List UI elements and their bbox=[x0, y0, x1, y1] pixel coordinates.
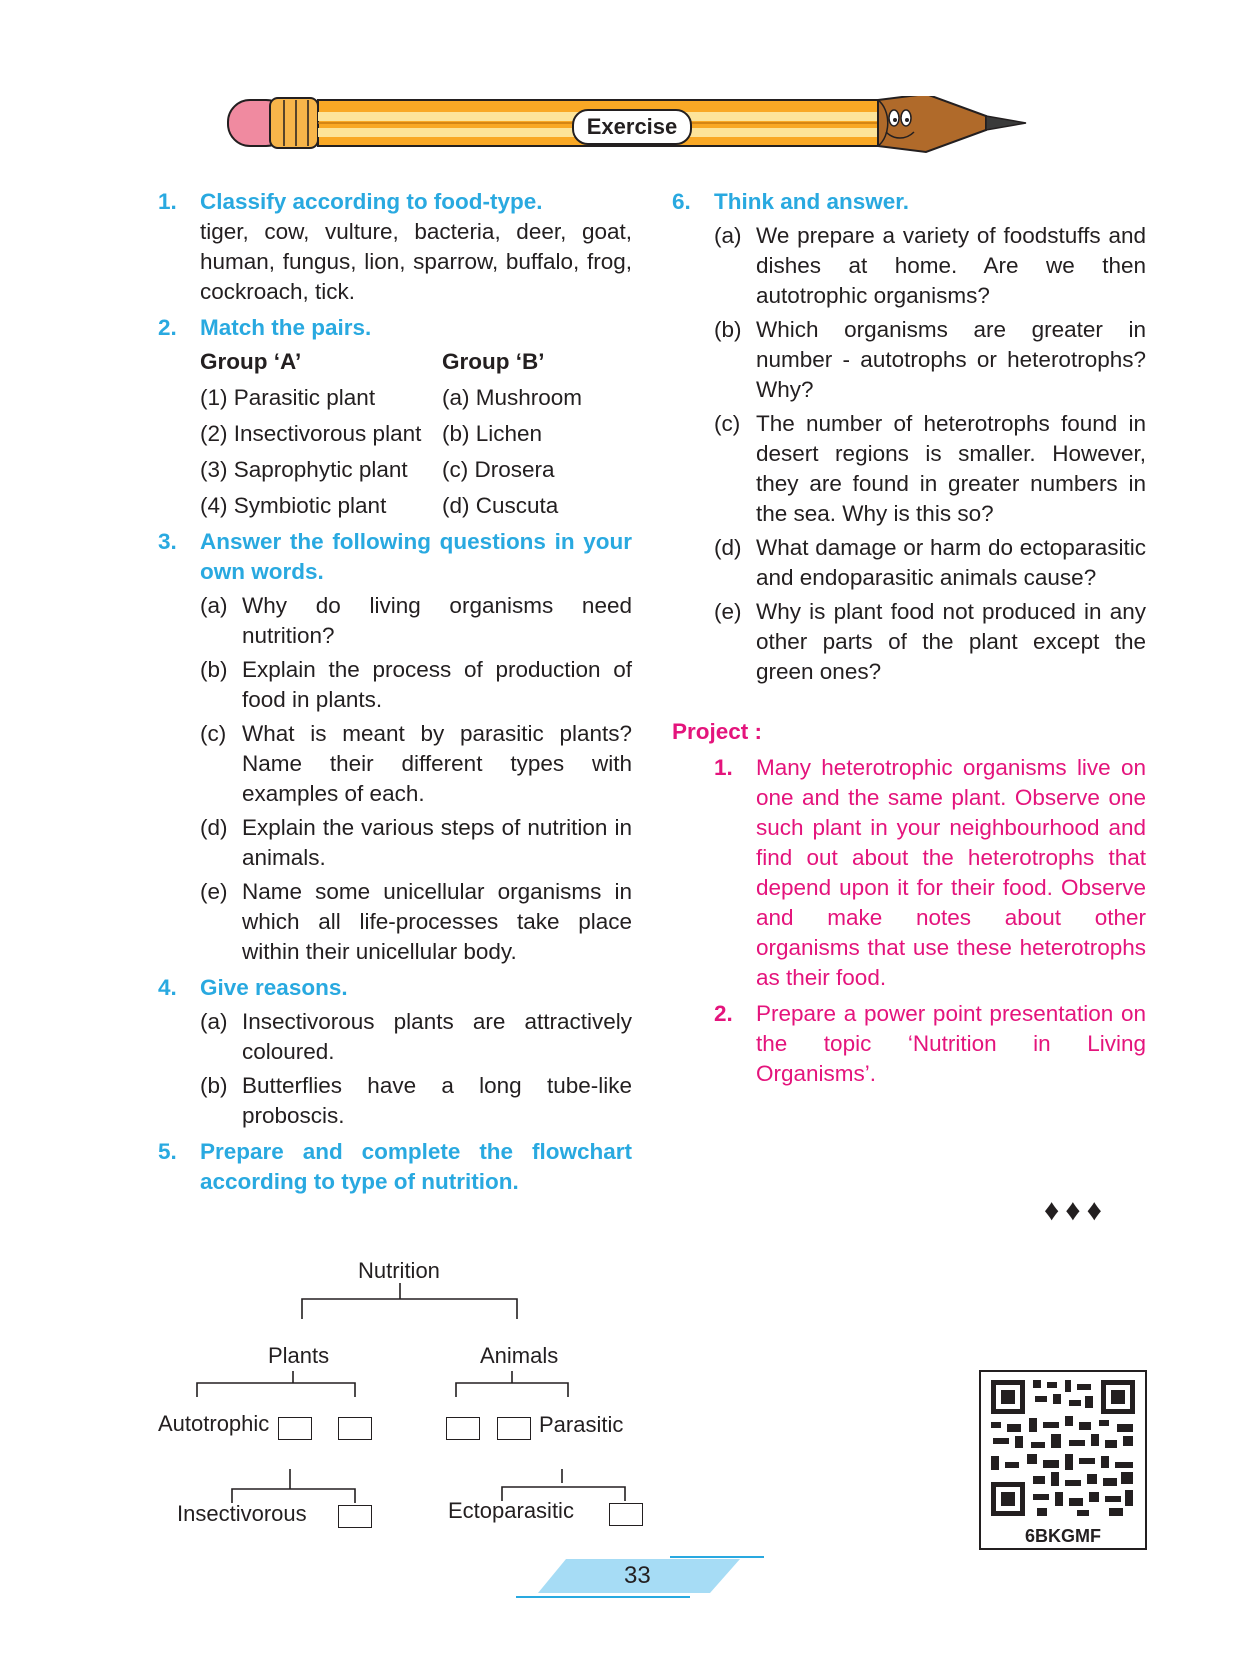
pair-b-cell: (d) Cuscuta bbox=[442, 493, 559, 518]
sub-question bbox=[200, 1071, 632, 1131]
flowchart-node-plants: Plants bbox=[268, 1343, 330, 1368]
sub-text: Why do living organisms need nutrition? bbox=[242, 593, 632, 648]
question-6 bbox=[672, 187, 1146, 687]
question-number: 3. bbox=[158, 529, 177, 554]
group-a-header: Group ‘A’ bbox=[200, 349, 302, 374]
sub-question bbox=[714, 315, 1146, 405]
sub-label: (d) bbox=[200, 815, 228, 840]
flowchart-blank-box bbox=[609, 1503, 643, 1526]
project-heading: Project : bbox=[672, 719, 763, 744]
left-column bbox=[158, 187, 632, 1203]
sub-label: (a) bbox=[200, 593, 228, 618]
flowchart-node-parasitic: Parasitic bbox=[539, 1412, 624, 1437]
page-number-tab bbox=[510, 1555, 770, 1599]
sub-label: (b) bbox=[714, 317, 742, 342]
sub-question bbox=[714, 597, 1146, 687]
sub-label: (c) bbox=[200, 721, 227, 746]
sub-question bbox=[200, 1007, 632, 1067]
pair-a-cell: (1) Parasitic plant bbox=[200, 385, 376, 410]
exercise-title: Exercise bbox=[572, 109, 692, 145]
sub-question bbox=[200, 591, 632, 651]
question-5 bbox=[158, 1137, 632, 1197]
question-title: Prepare and complete the flowchart according to type of nutrition. bbox=[200, 1139, 632, 1194]
sub-question bbox=[714, 533, 1146, 593]
sub-question bbox=[200, 655, 632, 715]
sub-text: What is meant by parasitic plants? Name their different types with examples of each. bbox=[242, 721, 632, 806]
sub-text: Butterflies have a long tube-like proboscis. bbox=[242, 1073, 632, 1128]
flowchart-node-insectivorous: Insectivorous bbox=[177, 1501, 307, 1526]
sub-label: (b) bbox=[200, 657, 228, 682]
sub-question bbox=[200, 719, 632, 809]
right-column bbox=[672, 187, 1146, 1089]
flowchart-blank-box bbox=[446, 1417, 480, 1440]
end-diamonds: ♦♦♦ bbox=[1044, 1194, 1108, 1227]
project-number: 2. bbox=[714, 1001, 733, 1026]
sub-text: Explain the process of production of food in plants. bbox=[242, 657, 632, 712]
sub-question bbox=[714, 409, 1146, 529]
flowchart-node-ectoparasitic: Ectoparasitic bbox=[448, 1498, 574, 1523]
group-b-header: Group ‘B’ bbox=[442, 349, 545, 374]
project-item bbox=[714, 999, 1146, 1089]
question-3 bbox=[158, 527, 632, 967]
pair-b-cell: (b) Lichen bbox=[442, 421, 543, 446]
pair-b-cell: (c) Drosera bbox=[442, 457, 555, 482]
question-title: Think and answer. bbox=[714, 189, 910, 214]
pair-a-cell: (4) Symbiotic plant bbox=[200, 493, 387, 518]
question-title: Answer the following questions in your own words. bbox=[200, 529, 632, 584]
question-number: 4. bbox=[158, 975, 177, 1000]
sub-label: (a) bbox=[200, 1009, 228, 1034]
sub-text: Explain the various steps of nutrition in animals. bbox=[242, 815, 632, 870]
qr-code[interactable] bbox=[979, 1370, 1147, 1550]
sub-label: (c) bbox=[714, 411, 741, 436]
qr-code-label: 6BKGMF bbox=[1025, 1526, 1101, 1546]
sub-question bbox=[714, 221, 1146, 311]
question-body: tiger, cow, vulture, bacteria, deer, goat, human, fungus, lion, sparrow, buffalo, frog, cockroach, tick. bbox=[200, 219, 632, 304]
qr-pattern-icon bbox=[981, 1372, 1145, 1522]
page-number: 33 bbox=[624, 1562, 651, 1589]
sub-text: The number of heterotrophs found in desert regions is smaller. However, they are found in greater numbers in the sea. Why is this so? bbox=[756, 411, 1146, 526]
flowchart-node-nutrition: Nutrition bbox=[358, 1258, 440, 1283]
flowchart-node-animals: Animals bbox=[480, 1343, 559, 1368]
sub-label: (a) bbox=[714, 223, 742, 248]
flowchart-blank-box bbox=[278, 1417, 312, 1440]
flowchart-blank-box bbox=[338, 1417, 372, 1440]
sub-label: (b) bbox=[200, 1073, 228, 1098]
project-number: 1. bbox=[714, 755, 733, 780]
question-4 bbox=[158, 973, 632, 1131]
pair-b-cell: (a) Mushroom bbox=[442, 385, 583, 410]
pair-a-cell: (3) Saprophytic plant bbox=[200, 457, 408, 482]
question-title: Give reasons. bbox=[200, 975, 348, 1000]
sub-question bbox=[200, 813, 632, 873]
sub-text: Insectivorous plants are attractively coloured. bbox=[242, 1009, 632, 1064]
question-1 bbox=[158, 187, 632, 307]
match-pairs-table bbox=[200, 347, 632, 521]
flowchart-node-autotrophic: Autotrophic bbox=[158, 1411, 270, 1436]
project-item bbox=[714, 753, 1146, 993]
sub-text: Why is plant food not produced in any other parts of the plant except the green ones? bbox=[756, 599, 1146, 684]
flowchart-blank-box bbox=[497, 1417, 531, 1440]
sub-label: (e) bbox=[200, 879, 228, 904]
question-title: Match the pairs. bbox=[200, 315, 372, 340]
question-number: 2. bbox=[158, 315, 177, 340]
project-text: Prepare a power point presentation on the topic ‘Nutrition in Living Organisms’. bbox=[756, 1001, 1146, 1086]
question-number: 5. bbox=[158, 1139, 177, 1164]
sub-text: Name some unicellular organisms in which all life-processes take place within their unicellular body. bbox=[242, 879, 632, 964]
sub-label: (d) bbox=[714, 535, 742, 560]
question-title: Classify according to food-type. bbox=[200, 189, 543, 214]
question-number: 6. bbox=[672, 189, 691, 214]
nutrition-flowchart bbox=[150, 1255, 660, 1555]
sub-question bbox=[200, 877, 632, 967]
sub-text: What damage or harm do ectoparasitic and endoparasitic animals cause? bbox=[756, 535, 1146, 590]
sub-text: We prepare a variety of foodstuffs and dishes at home. Are we then autotrophic organisms? bbox=[756, 223, 1146, 308]
flowchart-blank-box bbox=[338, 1505, 372, 1528]
sub-text: Which organisms are greater in number - autotrophs or heterotrophs? Why? bbox=[756, 317, 1146, 402]
pair-a-cell: (2) Insectivorous plant bbox=[200, 421, 422, 446]
exercise-banner bbox=[226, 96, 1066, 156]
sub-label: (e) bbox=[714, 599, 742, 624]
question-number: 1. bbox=[158, 189, 177, 214]
question-2 bbox=[158, 313, 632, 521]
project-text: Many heterotrophic organisms live on one and the same plant. Observe one such plant in your neighbourhood and find out about the heterotrophs that depend upon it for their food. Observe and make notes about other organisms that use these heterotrophs as their food. bbox=[756, 755, 1146, 990]
